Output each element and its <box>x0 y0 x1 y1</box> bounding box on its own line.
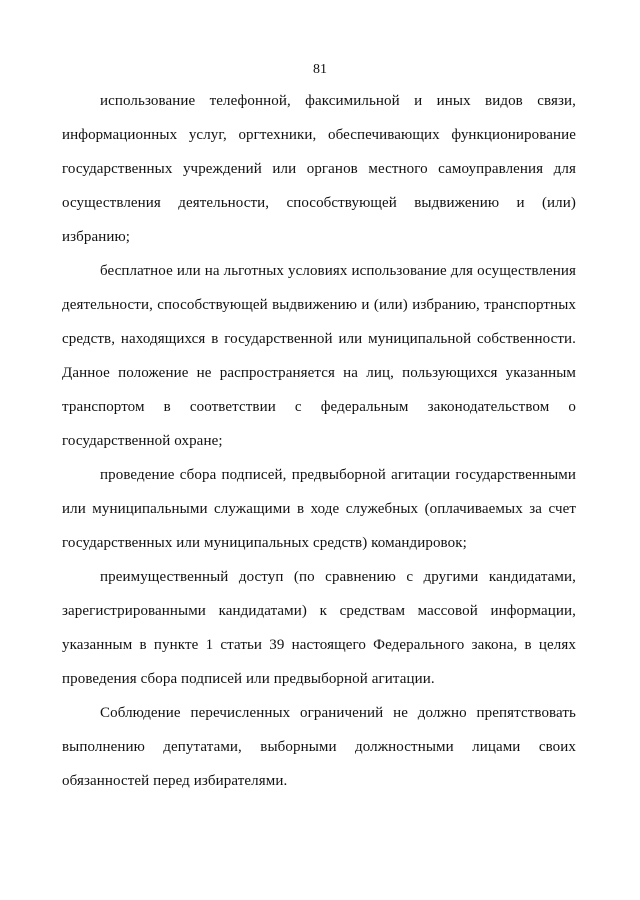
paragraph-transport-use: бесплатное или на льготных условиях использование для осуществления деятельности, способствующей выдвижению и (или) избранию, транспортных средств, находящихся в государственной или муниципальной собственности. Данное положение не распространяется на лиц, пользующихся указанным транспортом в соответствии с федеральным законодательством о государственной охране; <box>62 263 576 449</box>
page-number: 81 <box>313 62 327 77</box>
document-body <box>62 84 576 798</box>
paragraph-media-access: преимущественный доступ (по сравнению с другими кандидатами, зарегистрированными кандидатами) к средствам массовой информации, указанным в пункте 1 статьи 39 настоящего Федерального закона, в целях проведения сбора подписей или предвыборной агитации. <box>62 569 576 687</box>
paragraph-communications-use: использование телефонной, факсимильной и иных видов связи, информационных услуг, оргтехники, обеспечивающих функционирование государственных учреждений или органов местного самоуправления для осуществления деятельности, способствующей выдвижению и (или) избранию; <box>62 93 576 245</box>
paragraph-restrictions-compliance: Соблюдение перечисленных ограничений не должно препятствовать выполнению депутатами, выборными должностными лицами своих обязанностей перед избирателями. <box>62 705 576 789</box>
paragraph-signature-collection: проведение сбора подписей, предвыборной агитации государственными или муниципальными служащими в ходе служебных (оплачиваемых за счет государственных или муниципальных средств) командировок; <box>62 467 576 551</box>
